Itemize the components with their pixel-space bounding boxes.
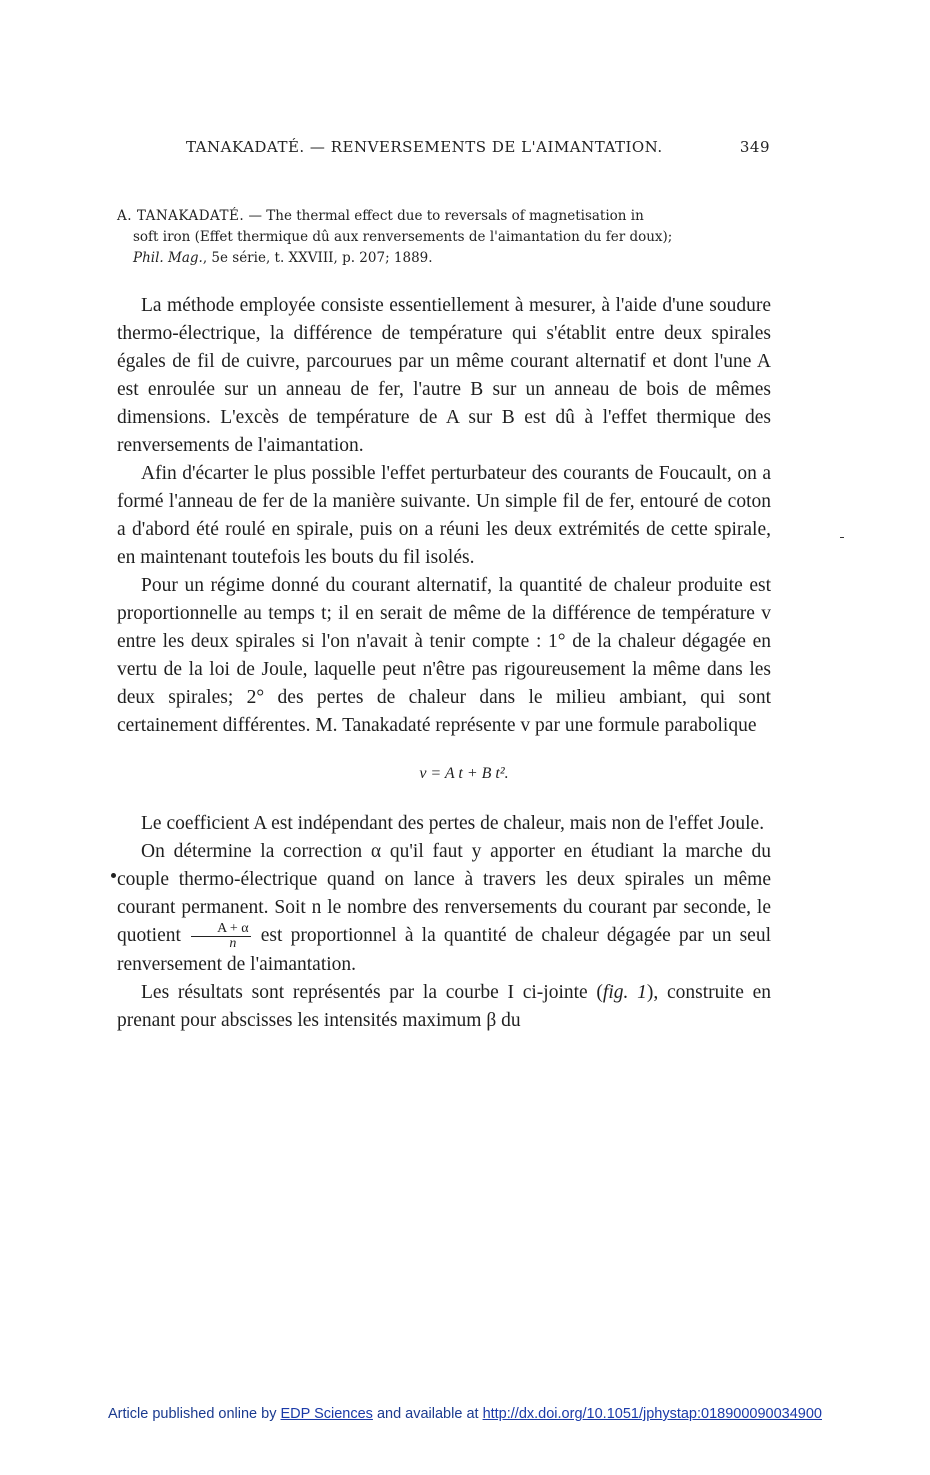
footer-prefix: Article published online by: [108, 1406, 277, 1422]
paragraph-5-end: est proportionnel à la quantité de chaleur dégagée par un seul renversement de l'aimantation.: [117, 925, 771, 976]
paragraph-1: La méthode employée consiste essentiellement à mesurer, à l'aide d'une soudure thermo-électrique, la différence de température qui s'établit entre deux spirales égales de fil de cuivre, parcourues par un même courant alternatif et dont l'une A est enroulée sur un anneau de fer, l'autre B sur un anneau de bois de mêmes dimensions. L'excès de température de A sur B est dû à l'effet thermique des renversements de l'aimantation.: [117, 295, 771, 456]
paragraph-5-start: On détermine la correction α qu'il faut y apporter en étudiant la marche du couple thermo-électrique quand on lance à travers les deux spirales un même courant permanent. Soit n le nombre des renversements du courant par seconde, le quotient: [117, 841, 771, 946]
paragraph-2: Afin d'écarter le plus possible l'effet perturbateur des courants de Foucault, on a formé l'anneau de fer de la manière suivante. Un simple fil de fer, entouré de coton a d'abord été roulé en spirale, puis on a réuni les deux extrémités de cette spirale, en maintenant toutefois les bouts du fil isolés.: [117, 463, 771, 568]
paragraph-6: [117, 979, 771, 1035]
fraction-denominator: n: [229, 936, 237, 952]
publisher-footer: [0, 1406, 930, 1422]
article-body: [117, 292, 771, 1035]
margin-dot: [111, 873, 116, 878]
page-number: 349: [739, 138, 770, 156]
running-title: TANAKADATÉ. — RENVERSEMENTS DE L'AIMANTATION.: [186, 138, 663, 156]
reference-journal: Phil. Mag.: [133, 250, 203, 266]
fraction-numerator: A + α: [191, 922, 251, 937]
figure-reference: fig. 1: [602, 982, 647, 1004]
paragraph-4: Le coefficient A est indépendant des pertes de chaleur, mais non de l'effet Joule.: [141, 813, 765, 834]
margin-mark: [840, 537, 844, 538]
reference-author: A. TANAKADATÉ.: [117, 208, 245, 224]
doi-link[interactable]: http://dx.doi.org/10.1051/jphystap:018900090034900: [482, 1406, 822, 1422]
publisher-link[interactable]: EDP Sciences: [280, 1406, 373, 1422]
paragraph-3: Pour un régime donné du courant alternatif, la quantité de chaleur produite est proportionnelle au temps t; il en serait de même de la différence de température v entre les deux spirales si l'on n'avait à tenir compte : 1° de la chaleur dégagée en vertu de la loi de Joule, laquelle peut n'être pas rigoureusement la même dans les deux spirales; 2° des pertes de chaleur dans le milieu ambiant, qui sont certainement différentes. M. Tanakadaté représente v par une formule parabolique: [117, 575, 771, 736]
paragraph-6-start: Les résultats sont représentés par la courbe I ci-jointe (: [141, 982, 603, 1004]
paragraph-6-end: ), construite en prenant pour abscisses les intensités maximum β du: [117, 982, 772, 1032]
reference-title-line2: soft iron (Effet thermique dû aux renversements de l'aimantation du fer doux);: [133, 229, 673, 245]
bibliographic-reference: [117, 206, 771, 269]
parabolic-formula: v = A t + B t².: [419, 765, 509, 782]
paragraph-5: [117, 838, 771, 979]
quotient-fraction: [191, 922, 251, 951]
footer-middle: and available at: [376, 1406, 479, 1422]
reference-title-line1: — The thermal effect due to reversals of magnetisation in: [248, 208, 644, 224]
running-header: [186, 138, 770, 156]
reference-details: , 5e série, t. XXVIII, p. 207; 1889.: [202, 250, 433, 266]
